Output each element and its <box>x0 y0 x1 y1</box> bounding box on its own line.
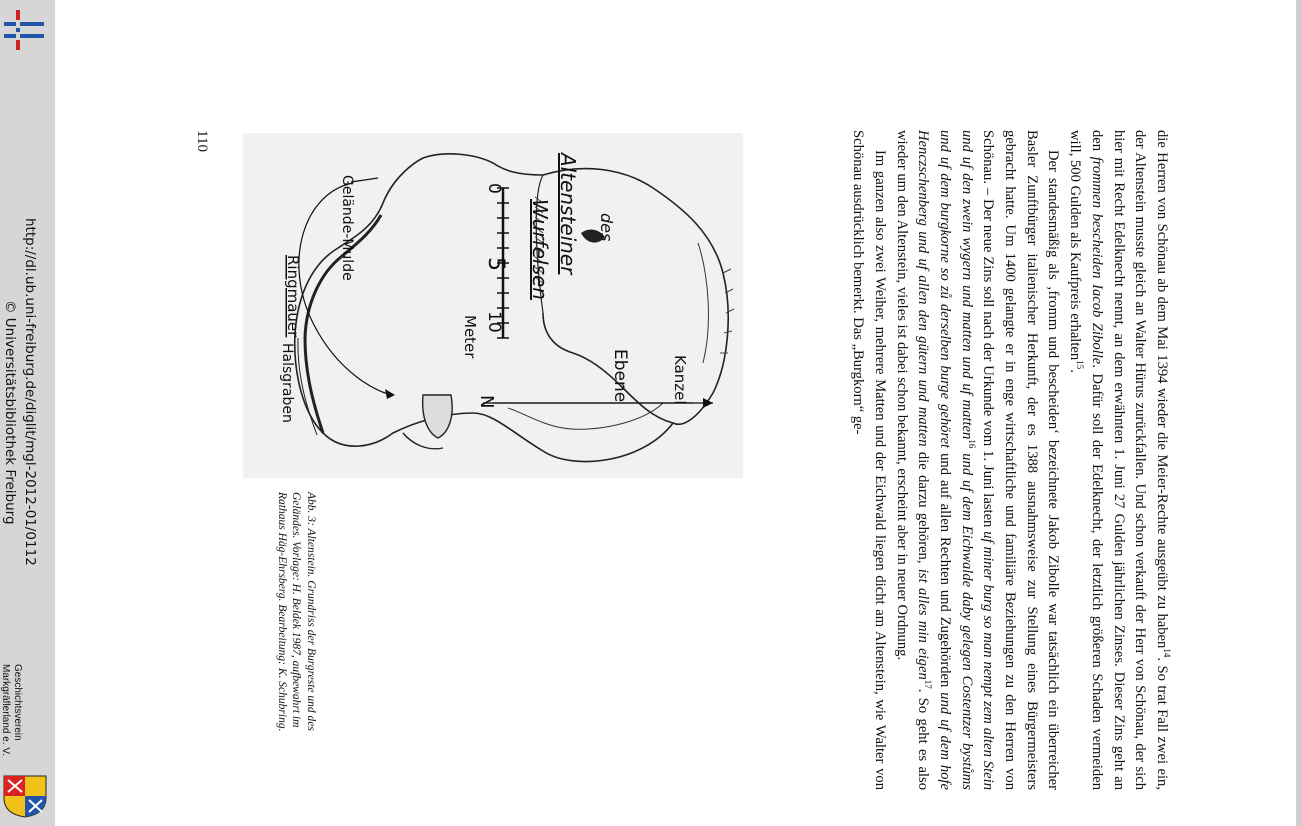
body-paragraph <box>846 130 889 790</box>
text-run: die Herren von Schönau ab dem Mai 1394 wieder die Meier-Rechte ausgeübt zu haben <box>1154 130 1170 649</box>
figure-label-title2: Altensteiner <box>556 153 580 275</box>
body-paragraph <box>1063 130 1172 790</box>
ub-freiburg-logo-icon[interactable] <box>2 8 46 52</box>
figure-label-scale-0: 0 <box>484 183 504 194</box>
text-run: und auf allen Rechten und Zugehörden <box>936 448 953 693</box>
figure-label-scale-10: 10 <box>484 311 504 333</box>
text-run: . So geht es also wieder um den Altenstein, vieles ist dabei schon bekannt, erscheint aber in neuer Ordnung. <box>893 130 932 791</box>
markgraeflerland-crest-icon <box>2 774 48 818</box>
figure-label-title3: Wurfelsen <box>528 199 552 300</box>
publisher-name-line1: Geschichtsverein <box>12 664 23 741</box>
page-border <box>1296 0 1301 826</box>
footnote-ref: 16 <box>966 439 977 449</box>
footnote-ref: 17 <box>923 679 934 689</box>
figure-label-gelaende-mulde: Gelände-Mulde <box>339 175 355 281</box>
figure-site-plan <box>243 133 743 478</box>
text-run: Im ganzen also zwei Weiher, mehrere Matten und der Eichwald liegen dicht am Altenstein, wie Walter von Schönau ausdrücklich bemerkt. Das „Burgkorn“ ge- <box>850 130 888 790</box>
viewer-sidebar <box>0 0 55 826</box>
text-run: . <box>1067 369 1084 373</box>
site-plan-drawing <box>243 133 743 478</box>
text-run: . So trat Fall zwei ein, der Altenstein musste gleich an Walter Hürus zurückfallen. Und schon verkauft der Herr von Schönau, der sich hier mit Recht Edelknecht nennt, an dem erwähnten 1. Juni 27 Gulden jährlichen Zinses. Dieser Zins geht an den <box>1088 130 1170 790</box>
copyright-text: © Universitätsbibliothek Freiburg <box>2 300 18 525</box>
body-paragraph <box>890 130 1064 790</box>
figure-label-kanzel: Kanzel <box>671 355 689 405</box>
figure-label-title1: des <box>597 213 616 242</box>
figure-label-halsgraben: Halsgraben <box>279 343 295 423</box>
text-run: frommen bescheiden Iacob Zibolle <box>1088 156 1105 365</box>
text-run: ist alles min eigen <box>915 568 932 680</box>
figure-label-scale-5: 5 <box>483 257 508 271</box>
footnote-ref: 14 <box>1161 648 1172 658</box>
text-run: und uf dem Eichwalde daby gelegen Costentzer bystůms und uf dem burgkorne so zů derselben burge gehöret <box>936 130 975 790</box>
figure-caption: Abb. 3: Altenstein. Grundriss der Burgreste und des Geländes. Vorlage: H. Beldek 1987, aufbewahrt im Rathaus Häg-Ehrsberg. Bearbeitung: K. Schubring. <box>275 492 317 732</box>
document-url[interactable]: http://dl.ub.uni-freiburg.de/diglit/mgl-2012-01/0112 <box>22 218 38 566</box>
text-run: uf miner burg so man nempt zem alten Stein und uf den zwein wygern und matten und uf matten <box>958 130 997 790</box>
figure-label-ebene: Ebene <box>610 349 630 403</box>
figure-label-meter: Meter <box>461 315 479 359</box>
text-run: und uf dem hofe Henczschenberg und uf allen den gütern und matten <box>915 130 953 791</box>
figure-label-ringmauer: Ringmauer <box>284 255 302 338</box>
page-number: 110 <box>194 130 210 152</box>
text-run: die darzu gehören, <box>915 446 932 569</box>
publisher-name-line2: Markgräflerland e. V. <box>0 664 11 756</box>
figure-label-north: N <box>476 395 497 409</box>
text-run: Der standesmäßig als ‚fromm und bescheiden‘ bezeichnete Jakob Zibolle war tatsächlich ein überreicher Basler Zunftbürger italienischer Herkunft, der es 1388 ausnahmsweise zur Stellung eines Bürgermeisters gebracht hatte. Um 1400 gelangte er in enge wirtschaftliche und familiäre Beziehungen zu den Herren von Schönau. – Der neue Zins soll nach der Urkunde vom 1. Juni lasten <box>980 130 1062 790</box>
text-run: . Dafür soll der Edelknecht, der letztlich größeren Schaden vermeiden will, 500 Gulden als Kaufpreis erhalten <box>1067 130 1105 790</box>
footnote-ref: 15 <box>1075 360 1086 370</box>
body-text <box>846 130 1172 790</box>
